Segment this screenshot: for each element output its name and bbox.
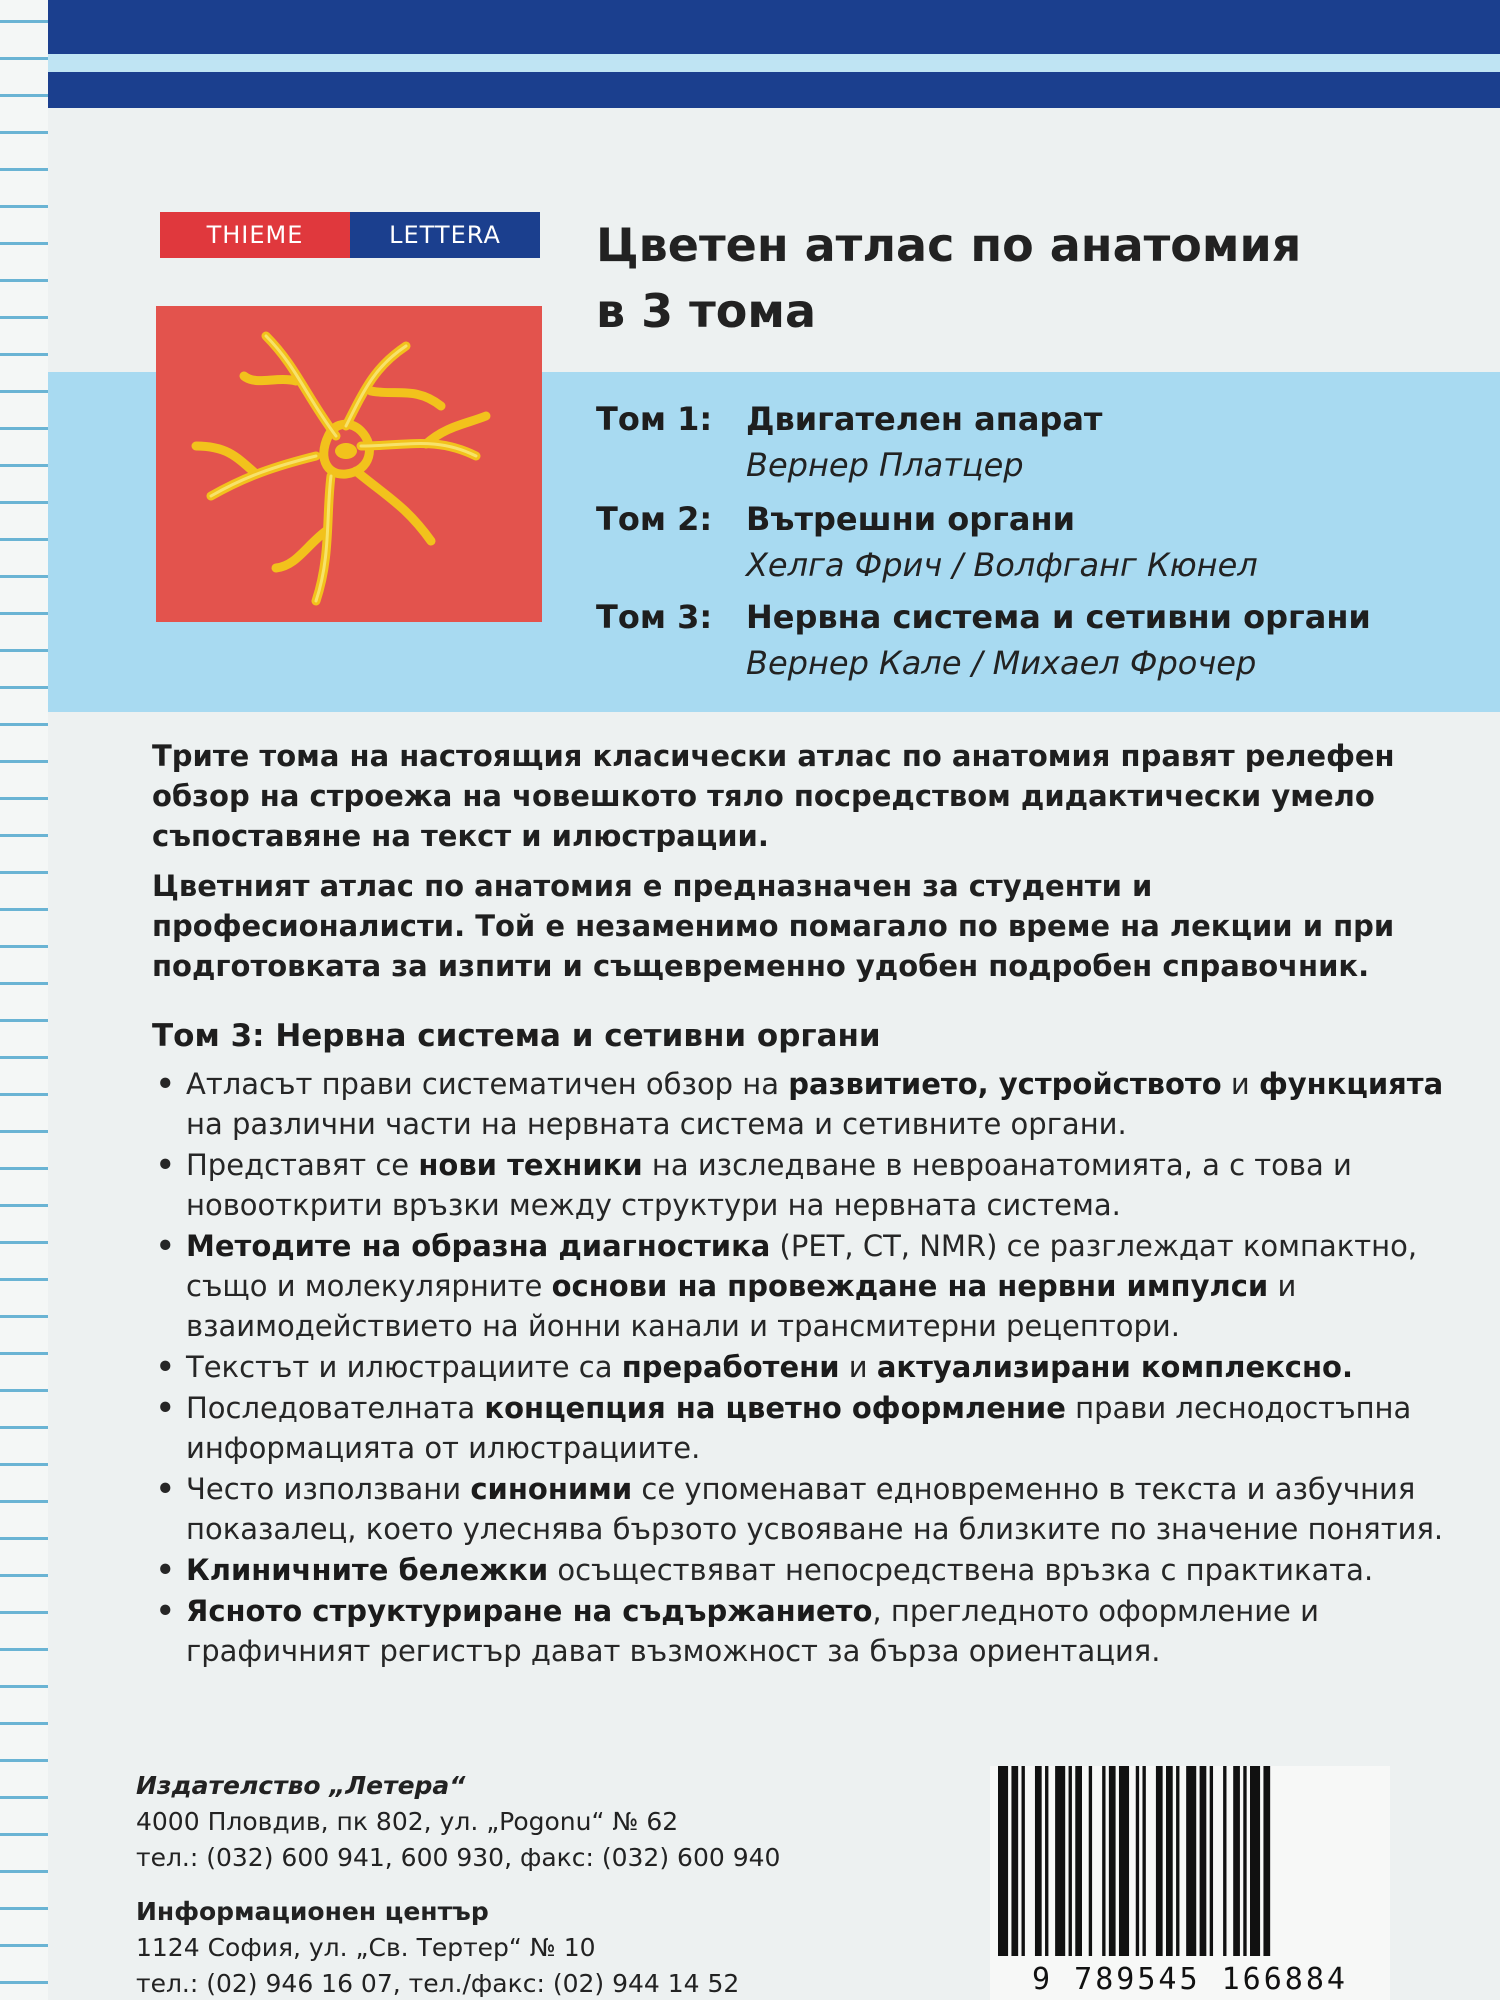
barcode-bar [1186,1766,1196,1956]
neuron-icon [156,306,542,622]
intro-paragraph-2 [152,866,1452,986]
body-text: и [839,1350,877,1384]
barcode-bar [1233,1766,1240,1956]
volume-name: Нервна система и сетивни органи [746,598,1371,636]
barcode-bar [1156,1766,1163,1956]
body-text: осъществяват непосредствена връзка с практиката. [548,1553,1374,1587]
volume-number: Том 3: [596,598,713,636]
bullet-dot: • [156,1553,175,1587]
info-center-phones: тел.: (02) 946 16 07, тел./факс: (02) 944 14 52 [136,1969,740,1998]
emphasis-text: актуализирани комплексно. [876,1350,1353,1384]
barcode-bar [1136,1766,1139,1956]
list-item [152,1226,1462,1346]
barcode-bar [998,1766,1008,1956]
list-item [152,1388,1462,1468]
emphasis-text: Ясното структуриране на съдържанието [186,1594,873,1628]
body-text: Текстът и илюстрациите са [186,1350,622,1384]
barcode-bar [1109,1766,1116,1956]
barcode-bar [1045,1766,1048,1956]
info-center-block [136,1894,739,2000]
thieme-logo: THIEME [160,212,350,258]
body-text: , прегледното оформление и графичният регистър дават възможност за бърза ориентация. [186,1594,1319,1668]
top-light-band [48,54,1500,72]
intro-text: Трите тома на настоящия класически атлас по анатомия правят релефен обзор на строежа на човешкото тяло посредством дидактически умело съпоставяне на текст и илюстрации. [152,739,1395,853]
list-item [152,1550,1462,1590]
body-text: Представят се [186,1148,419,1182]
publisher-address: 4000 Пловдив, пк 802, ул. „Pogonu“ № 62 [136,1807,679,1836]
isbn-digits: 9 789545 166884 [1032,1962,1348,1997]
lettera-logo: LETTERA [350,212,540,258]
barcode-bar [1243,1766,1246,1956]
publisher-phones: тел.: (032) 600 941, 600 930, факс: (032) 600 940 [136,1843,781,1872]
barcode-bar [1055,1766,1065,1956]
volume-number: Том 1: [596,400,713,438]
body-text: се упоменават едновременно в текста и азбучния показалец, което улеснява бързото усвояване на близките по значение понятия. [186,1472,1444,1546]
bullet-dot: • [156,1229,175,1263]
barcode-bar [1210,1766,1213,1956]
bullet-dot: • [156,1350,175,1384]
top-blue-band-2 [48,72,1500,108]
top-blue-band [48,0,1500,54]
list-item [152,1145,1462,1225]
isbn-barcode [990,1766,1390,2000]
title-line-2: в 3 тома [596,284,817,338]
emphasis-text: функцията [1258,1067,1444,1101]
barcode-bar [1200,1766,1207,1956]
intro-paragraph-1 [152,736,1452,856]
volume-name: Вътрешни органи [746,500,1075,538]
info-center-name: Информационен център [136,1897,489,1926]
bullet-dot: • [156,1472,175,1506]
intro-text: Цветният атлас по анатомия е предназначен за студенти и професионалисти. Той е незаменимо помагало по време на лекции и при подготовката за изпити и същевременно удобен подробен справочник. [152,869,1395,983]
book-back-cover [48,0,1500,2000]
barcode-bar [1250,1766,1260,1956]
emphasis-text: развитието, устройството [788,1067,1222,1101]
book-title [596,212,1476,344]
barcode-bar [1035,1766,1042,1956]
emphasis-text: Клиничните бележки [186,1553,549,1587]
bullet-dot: • [156,1594,175,1628]
emphasis-text: концепция на цветно оформление [484,1391,1066,1425]
title-line-1: Цветен атлас по анатомия [596,218,1302,272]
feature-list [152,1064,1462,1672]
body-text: Атласът прави систематичен обзор на [186,1067,789,1101]
emphasis-text: преработени [621,1350,840,1384]
bullet-dot: • [156,1067,175,1101]
barcode-bar [1022,1766,1025,1956]
barcode-bar [1142,1766,1145,1956]
neuron-illustration [156,306,542,622]
barcode-bar [1011,1766,1018,1956]
body-text: Често използвани [186,1472,471,1506]
list-item [152,1347,1462,1387]
barcode-bar [1075,1766,1082,1956]
body-text: Последователната [186,1391,485,1425]
barcode-icon [990,1766,1390,1962]
body-text: прави леснодостъпна информацията от илюстрациите. [186,1391,1412,1465]
emphasis-text: синоними [470,1472,633,1506]
body-text: и [1221,1067,1259,1101]
volume-number: Том 2: [596,500,713,538]
emphasis-text: основи на провеждане на нервни импулси [551,1269,1269,1303]
volume-name: Двигателен апарат [746,400,1103,438]
body-text: на различни части на нервната система и сетивните органи. [186,1107,1127,1141]
bullet-dot: • [156,1391,175,1425]
list-item [152,1591,1462,1671]
barcode-bar [1102,1766,1105,1956]
publisher-block [136,1768,780,1876]
barcode-bar [1089,1766,1092,1956]
volume-authors: Хелга Фрич / Волфганг Кюнел [746,546,1258,584]
body-text: (PET, CT, NMR) се разглеждат компактно, също и молекулярните [186,1229,1418,1303]
info-center-address: 1124 София, ул. „Св. Тертер“ № 10 [136,1933,596,1962]
barcode-bar [1166,1766,1173,1956]
barcode-bar [1119,1766,1129,1956]
barcode-bar [1176,1766,1179,1956]
barcode-bar [1263,1766,1270,1956]
volume-authors: Вернер Платцер [746,446,1024,484]
bullet-dot: • [156,1148,175,1182]
emphasis-text: Методите на образна диагностика [186,1229,771,1263]
publisher-name: Издателство „Летера“ [136,1771,466,1800]
emphasis-text: нови техники [418,1148,643,1182]
volume-authors: Вернер Кале / Михаел Фрочер [746,644,1257,682]
list-item [152,1469,1462,1549]
list-item [152,1064,1462,1144]
barcode-bar [1223,1766,1226,1956]
barcode-bar [1069,1766,1072,1956]
notebook-paper-background [0,0,48,2000]
body-text: на изследване в невроанатомията, а с това и новооткрити връзки между структури на нервната система. [186,1148,1352,1222]
body-text: и взаимодействието на йонни канали и трансмитерни рецептори. [186,1269,1297,1343]
section-heading: Том 3: Нервна система и сетивни органи [152,1018,881,1054]
